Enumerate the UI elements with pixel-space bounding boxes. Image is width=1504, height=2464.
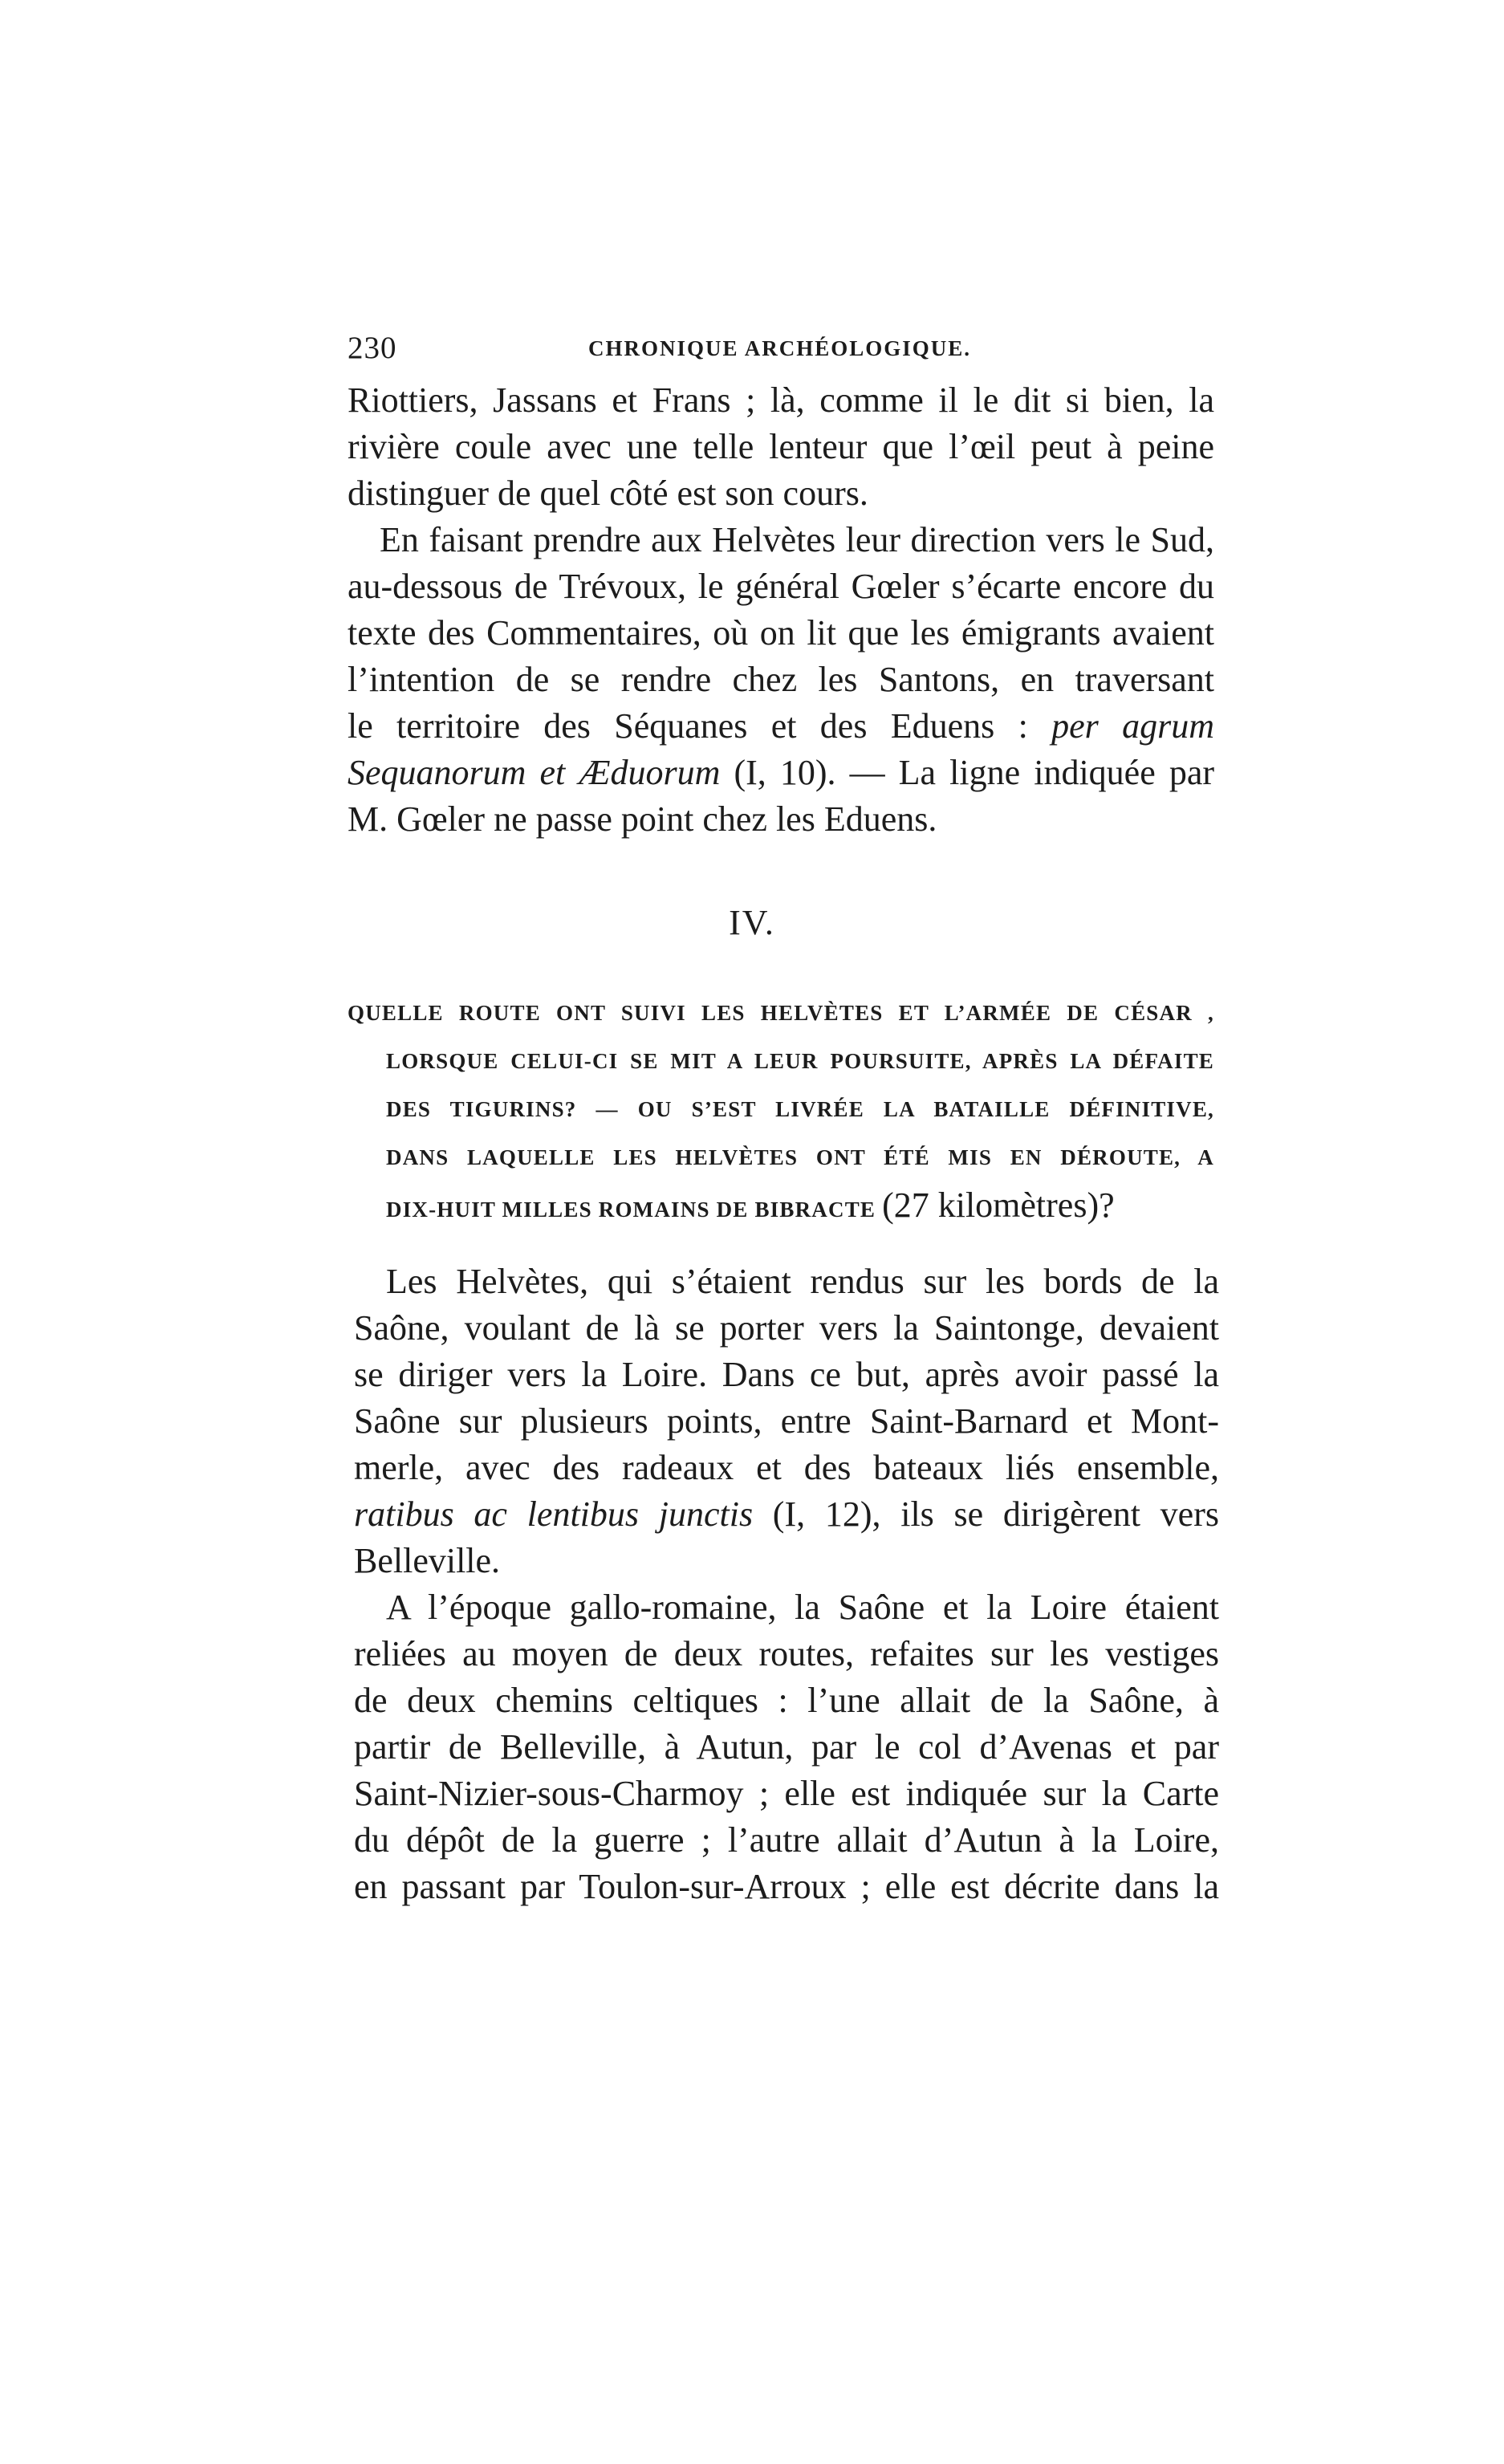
section-title-line: QUELLE ROUTE ONT SUIVI LES HELVÈTES ET L’ARMÉE DE CÉSAR ,	[348, 1001, 1214, 1025]
text-line: en passant par Toulon-sur-Arroux ; elle est décrite dans la	[354, 1867, 1219, 1906]
latin-phrase: per agrum	[1051, 706, 1214, 746]
text-line: Les Helvètes, qui s’étaient rendus sur les bords de la	[386, 1262, 1219, 1301]
text-segment: (I, 12), ils se dirigèrent vers	[753, 1494, 1219, 1534]
distance-note: (27 kilomètres)?	[882, 1185, 1115, 1225]
text-line: Saône sur plusieurs points, entre Saint-Barnard et Mont-	[354, 1401, 1219, 1441]
page-number: 230	[348, 331, 397, 365]
text-line: En faisant prendre aux Helvètes leur direction vers le Sud,	[380, 520, 1214, 559]
section-number: IV.	[729, 903, 775, 942]
text-line: de deux chemins celtiques : l’une allait de la Saône, à	[354, 1681, 1219, 1720]
text-line: distinguer de quel côté est son cours.	[348, 474, 868, 513]
text-line: se diriger vers la Loire. Dans ce but, après avoir passé la	[354, 1355, 1219, 1394]
section-title-line	[348, 1181, 1214, 1230]
text-line: M. Gœler ne passe point chez les Eduens.	[348, 799, 937, 839]
section-title-line: DANS LAQUELLE LES HELVÈTES ONT ÉTÉ MIS EN DÉROUTE, A	[386, 1145, 1214, 1169]
text-line	[348, 750, 1214, 796]
section-title	[348, 989, 1214, 1230]
section-title-segment: DIX-HUIT MILLES ROMAINS DE BIBRACTE	[386, 1197, 883, 1222]
text-line: du dépôt de la guerre ; l’autre allait d’Autun à la Loire,	[354, 1820, 1219, 1860]
text-line: reliées au moyen de deux routes, refaites sur les vestiges	[354, 1634, 1219, 1673]
page-header	[348, 324, 1214, 372]
section-title-line: DES TIGURINS? — OU S’EST LIVRÉE LA BATAILLE DÉFINITIVE,	[386, 1097, 1214, 1121]
text-line: merle, avec des radeaux et des bateaux liés ensemble,	[354, 1448, 1219, 1487]
text-segment: (I, 10). — La ligne indiquée par	[720, 753, 1215, 792]
text-line: A l’époque gallo-romaine, la Saône et la Loire étaient	[386, 1588, 1219, 1627]
latin-phrase: ratibus ac lentibus junctis	[354, 1494, 754, 1534]
text-segment: le territoire des Séquanes et des Eduens :	[348, 706, 1052, 746]
text-line	[348, 703, 1214, 750]
latin-phrase: Sequanorum et Æduorum	[348, 753, 721, 792]
paragraph-routes	[354, 1584, 1219, 1910]
paragraph-helvetes	[354, 1258, 1219, 1584]
text-line: texte des Commentaires, où on lit que les émigrants avaient	[348, 613, 1214, 653]
section-title-line: LORSQUE CELUI-CI SE MIT A LEUR POURSUITE, APRÈS LA DÉFAITE	[386, 1049, 1214, 1073]
text-line: rivière coule avec une telle lenteur que l’œil peut à peine	[348, 427, 1214, 466]
text-line	[354, 1491, 1219, 1538]
text-line: Saint-Nizier-sous-Charmoy ; elle est indiquée sur la Carte	[354, 1774, 1219, 1813]
paragraph-goeler	[348, 517, 1214, 843]
running-title: CHRONIQUE ARCHÉOLOGIQUE.	[588, 336, 972, 360]
text-line: Riottiers, Jassans et Frans ; là, comme il le dit si bien, la	[348, 380, 1214, 420]
paragraph-continuation	[348, 377, 1214, 517]
text-line: Belleville.	[354, 1541, 501, 1580]
text-line: Saône, voulant de là se porter vers la Saintonge, devaient	[354, 1308, 1219, 1348]
text-line: partir de Belleville, à Autun, par le col d’Avenas et par	[354, 1727, 1219, 1767]
text-line: au-dessous de Trévoux, le général Gœler s’écarte encore du	[348, 567, 1214, 606]
text-line: l’intention de se rendre chez les Santons, en traversant	[348, 660, 1214, 699]
